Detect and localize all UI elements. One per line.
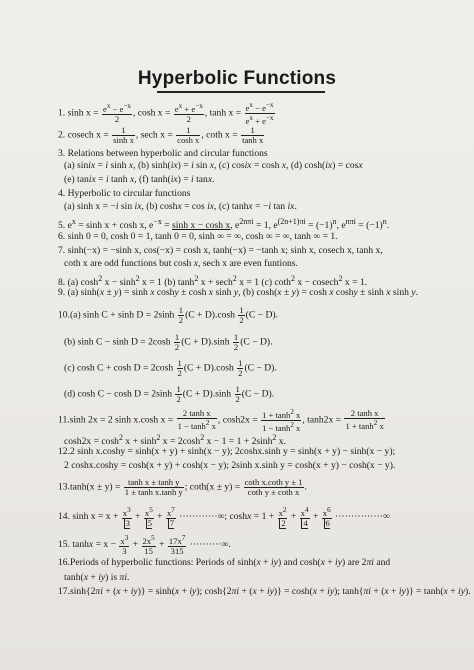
formula-line: (a) sinix = i sinh x, (b) sinh(ix) = i sin x, (c) cosix = cosh x, (d) cosh(ix) = cosx xyxy=(64,160,363,171)
formula-line: (e) tanix = i tanh x, (f) tanh(ix) = i tanx. xyxy=(64,174,215,185)
formula-line: 8. (a) $\cosh^2 x - \sinh^2 x = 1$ (b) $\tanh^2 x + \sec h^2$ x = 1 (c) coth$^2$ x − cosech$^2$ x = 1. xyxy=(58,274,368,289)
formula-line: 2 coshx.coshy = cosh(x + y) + cosh(x − y); 2sinh x.sinh y = cosh(x + y) − cosh(x − y). xyxy=(64,460,396,471)
formula-line: 13.tanh(x ± y) = $\frac{\text{tanh x ± tanh y}}{\text{1 ± tanh x.tanh y}}$ ; coth(x ± y) = $\frac{\text{coth x.coth y ± 1}}{\text{coth y ± coth x}}$ . xyxy=(58,477,307,497)
formula-line: 7. sinh(−x) = −sinh x, cos(−x) = cosh x, tanh(−x) = −tanh x; sinh x, cosech x, tanh x, xyxy=(58,245,383,256)
formula-line: (d) cosh C − cosh D = 2sinh $\frac{1}{2}$ (C + D).sinh $\frac{1}{2}$ (C − D). xyxy=(64,384,275,404)
formula-line: 5. $e^x = \sinh x + \cosh x$, $e^{-x} = \sinh x - \cosh x$, $e^{2n\pi i} = 1$, $e^{(2n+1)\pi i} = (-1)^n$, $e^{n\pi i} = (-1)^n$. xyxy=(58,217,390,232)
formula-line: 14. sinh x = x + $\frac{x^3}{3}$ + $\frac{x^5}{5}$ + $\frac{x^7}{7}$ ············∞; coshx = 1 + $\frac{x^2}{2}$ + $\frac{x^4}{4}$ + $\frac{x^6}{6}$ ···············∞ xyxy=(58,506,390,528)
formula-line: 10.(a) sinh C + sinh D = 2sinh $\frac{1}{2}$ (C + D).cosh $\frac{1}{2}$ (C − D). xyxy=(58,305,278,325)
formula-line: (c) cosh C + cosh D = 2cosh $\frac{1}{2}$ (C + D).cosh $\frac{1}{2}$ (C − D). xyxy=(64,358,277,378)
formula-line: 9. (a) sinh(x ± y) = sinh x coshy ± cosh x sinh y, (b) cosh(x ± y) = cosh x coshy ± sinh x sinh y. xyxy=(58,287,418,298)
formula-line: 16.Periods of hyperbolic functions: Periods of sinh(x + iy) and cosh(x + iy) are 2πi and xyxy=(58,557,391,568)
formula-line: coth x are odd functions but cosh x, sech x are even funtions. xyxy=(64,258,298,269)
formula-line: $\cosh 2x = \cosh^2 x + \sinh^2 x = 2\cosh^2$ $x - 1 = 1 + 2\sinh^2$ x. xyxy=(64,433,286,448)
formula-line: 11.sinh 2x = 2 sinh x.cosh x = $\frac{\text{2 tanh x}}{1 - \tanh^2 x}$ , cosh2x = $\frac{1 + \tanh^2 x}{1 - \tanh^2 x}$ , tanh2x = $\frac{\text{2 tanh x}}{1 + \tanh^2 x}$ xyxy=(58,408,384,433)
formula-line: 6. sinh 0 = 0, cosh 0 = 1, tanh 0 = 0, sinh ∞ = ∞, cosh ∞ = ∞, tanh ∞ = 1. xyxy=(58,231,338,242)
title-underline xyxy=(157,91,325,93)
formula-line: (b) sinh C − sinh D = 2cosh $\frac{1}{2}$ (C + D).sinh $\frac{1}{2}$ (C − D). xyxy=(64,332,273,352)
formula-line: (a) sinh x = −i sin ix, (b) coshx = cos ix, (c) tanhx = −i tan ix. xyxy=(64,201,297,212)
formula-line: 17.sinh{2πi + (x + iy)} = sinh(x + iy); cosh{2πi + (x + iy)} = cosh(x + iy); tanh{πi + (x + iy)} = tanh(x + iy). xyxy=(58,586,471,597)
formula-line: 3. Relations between hyperbolic and circular functions xyxy=(58,148,268,159)
formula-line: 15. tanhx = x − $\frac{x^3}{3}$ + $\frac{2x^5}{15}$ + $\frac{17x^7}{315}$ ··········∞. xyxy=(58,534,231,556)
formula-line: 1. sinh x = $\frac{e^x - e^{-x}}{2}$ , cosh x = $\frac{e^x + e^{-x}}{2}$ , tanh x = $\frac{e^x - e^{-x}}{e^x + e^{-x}}$ xyxy=(58,101,274,126)
formula-line: tanh(x + iy) is πi. xyxy=(64,572,130,583)
formula-line: 2. cosech x = $\frac{1}{\text{sinh x}}$ , sech x = $\frac{1}{\text{cosh x}}$ , coth x = $\frac{1}{\text{tanh x}}$ xyxy=(58,125,264,145)
page-title: Hyperbolic Functions xyxy=(137,68,337,89)
formula-line: 4. Hyperbolic to circular functions xyxy=(58,188,191,199)
formula-line: 12.2 sinh x.coshy = sinh(x + y) + sinh(x − y); 2coshx.sinh y = sinh(x + y) − sinh(x − y); xyxy=(58,446,396,457)
